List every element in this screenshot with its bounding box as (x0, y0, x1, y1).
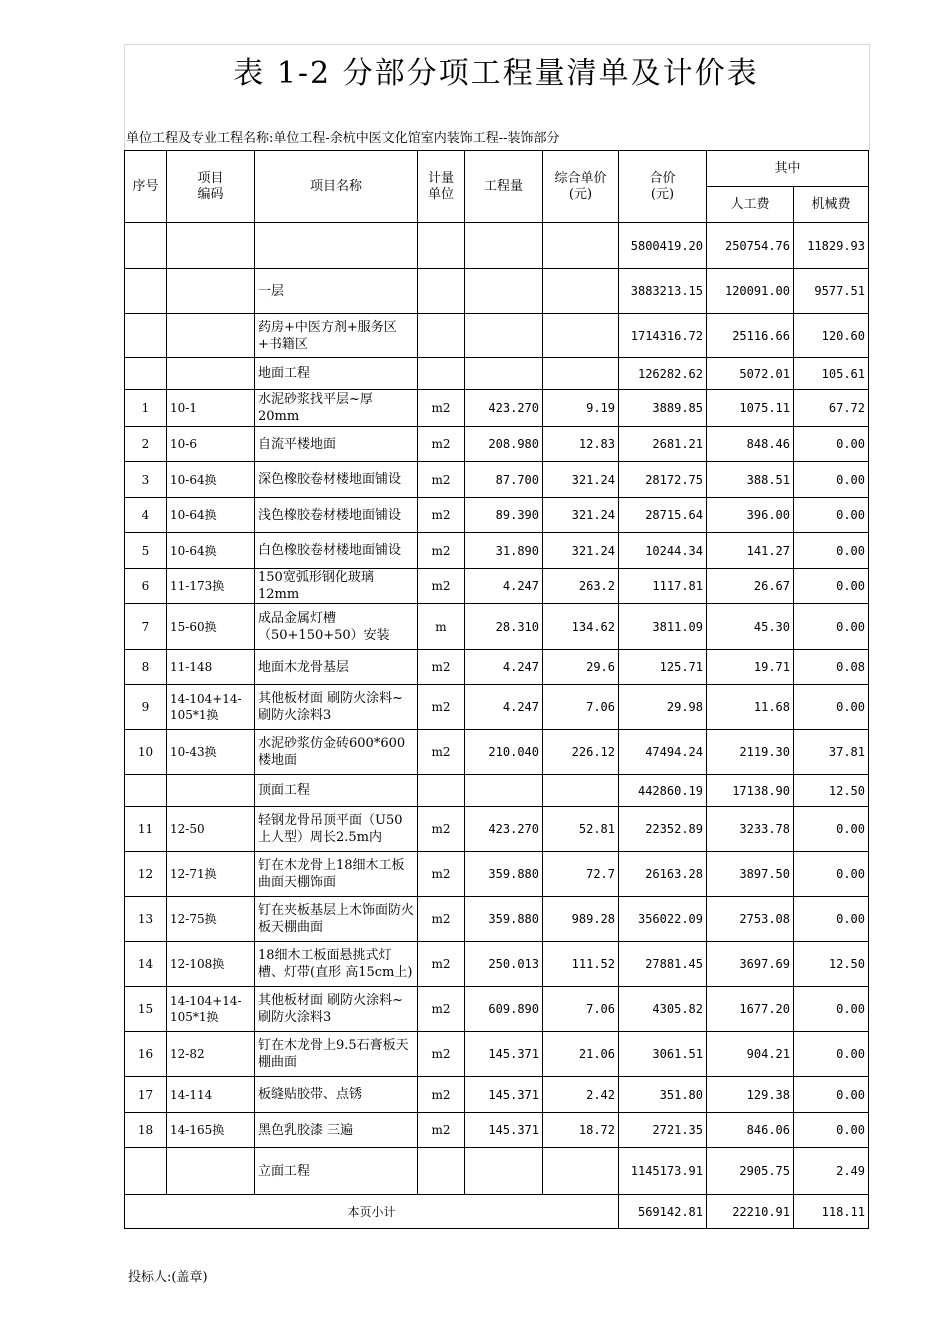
cell-labor: 5072.01 (707, 358, 794, 390)
cell-labor: 3233.78 (707, 807, 794, 852)
cell-code: 10-6 (167, 427, 255, 462)
table-row (125, 223, 869, 269)
cell-qty (465, 358, 543, 390)
cell-unit (418, 269, 465, 314)
cell-code: 12-82 (167, 1032, 255, 1077)
cell-qty: 4.247 (465, 650, 543, 685)
cell-code (167, 314, 255, 358)
cell-machine: 0.00 (794, 897, 869, 942)
header-qty: 工程量 (465, 151, 543, 223)
cell-price: 18.72 (543, 1113, 619, 1148)
cell-total: 4305.82 (619, 987, 707, 1032)
cell-seq (125, 775, 167, 807)
cell-price: 7.06 (543, 987, 619, 1032)
cell-price (543, 775, 619, 807)
table-row (125, 807, 869, 852)
cell-total: 26163.28 (619, 852, 707, 897)
page-title: 表 1-2 分部分项工程量清单及计价表 (233, 56, 759, 91)
cell-name: 其他板材面 刷防火涂料~刷防火涂料3 (255, 685, 418, 730)
cell-name: 地面木龙骨基层 (255, 650, 418, 685)
cell-unit: m2 (418, 390, 465, 427)
cell-seq: 14 (125, 942, 167, 987)
cell-qty (465, 1148, 543, 1195)
table-row (125, 604, 869, 650)
table-row (125, 462, 869, 498)
cell-seq: 9 (125, 685, 167, 730)
cell-labor: 904.21 (707, 1032, 794, 1077)
cell-labor: 26.67 (707, 569, 794, 604)
cell-price: 2.42 (543, 1077, 619, 1113)
cell-name: 成品金属灯槽（50+150+50）安装 (255, 604, 418, 650)
cell-unit: m2 (418, 852, 465, 897)
cell-seq: 16 (125, 1032, 167, 1077)
cell-code: 12-108换 (167, 942, 255, 987)
cell-qty (465, 269, 543, 314)
cell-seq: 13 (125, 897, 167, 942)
cell-qty: 423.270 (465, 390, 543, 427)
cell-price: 12.83 (543, 427, 619, 462)
cell-price: 21.06 (543, 1032, 619, 1077)
cell-machine: 0.00 (794, 462, 869, 498)
cell-name: 水泥砂浆仿金砖600*600楼地面 (255, 730, 418, 775)
cell-seq (125, 314, 167, 358)
cell-machine: 0.00 (794, 533, 869, 569)
cell-labor: 25116.66 (707, 314, 794, 358)
header-unit: 计量 单位 (418, 151, 465, 223)
header-machine: 机械费 (794, 187, 869, 223)
header-total: 合价 (元) (619, 151, 707, 223)
cell-unit: m2 (418, 498, 465, 533)
cell-labor: 17138.90 (707, 775, 794, 807)
cell-name: 一层 (255, 269, 418, 314)
cell-name: 药房+中医方剂+服务区+书籍区 (255, 314, 418, 358)
cell-seq: 7 (125, 604, 167, 650)
cell-machine: 120.60 (794, 314, 869, 358)
cell-seq: 15 (125, 987, 167, 1032)
cell-code (167, 1148, 255, 1195)
cell-unit: m2 (418, 462, 465, 498)
cell-name: 其他板材面 刷防火涂料~刷防火涂料3 (255, 987, 418, 1032)
subtotal-machine: 118.11 (794, 1195, 869, 1229)
cell-unit (418, 1148, 465, 1195)
cell-price: 321.24 (543, 498, 619, 533)
cell-seq: 4 (125, 498, 167, 533)
cell-machine: 2.49 (794, 1148, 869, 1195)
cell-labor: 11.68 (707, 685, 794, 730)
cell-price: 29.6 (543, 650, 619, 685)
table-row (125, 427, 869, 462)
table-row (125, 1032, 869, 1077)
cell-code (167, 358, 255, 390)
cell-labor: 1075.11 (707, 390, 794, 427)
cell-name: 钉在夹板基层上木饰面防火板天棚曲面 (255, 897, 418, 942)
cell-machine: 12.50 (794, 775, 869, 807)
table-row (125, 1077, 869, 1113)
cell-seq: 5 (125, 533, 167, 569)
cell-qty: 145.371 (465, 1113, 543, 1148)
cell-qty: 89.390 (465, 498, 543, 533)
cell-price: 226.12 (543, 730, 619, 775)
cell-code: 11-173换 (167, 569, 255, 604)
cell-machine: 0.00 (794, 987, 869, 1032)
header-seq: 序号 (125, 151, 167, 223)
bidder-seal-label: 投标人:(盖章) (128, 1270, 208, 1285)
table-row (125, 533, 869, 569)
project-subtitle: 单位工程及专业工程名称:单位工程-余杭中医文化馆室内装饰工程--装饰部分 (126, 131, 560, 146)
cell-code: 12-75换 (167, 897, 255, 942)
cell-labor: 2753.08 (707, 897, 794, 942)
cell-name: 顶面工程 (255, 775, 418, 807)
cell-code: 10-64换 (167, 462, 255, 498)
cell-total: 5800419.20 (619, 223, 707, 269)
cell-unit: m2 (418, 1032, 465, 1077)
cell-unit: m2 (418, 942, 465, 987)
cell-code: 10-43换 (167, 730, 255, 775)
cell-code: 10-64换 (167, 533, 255, 569)
header-name: 项目名称 (255, 151, 418, 223)
cell-machine: 0.00 (794, 1113, 869, 1148)
cell-name: 深色橡胶卷材楼地面铺设 (255, 462, 418, 498)
header-among: 其中 (707, 151, 869, 187)
table-body (125, 223, 869, 1195)
cell-code (167, 223, 255, 269)
cell-qty: 208.980 (465, 427, 543, 462)
cell-total: 1117.81 (619, 569, 707, 604)
cell-price (543, 269, 619, 314)
cell-code: 14-104+14-105*1换 (167, 685, 255, 730)
table-row (125, 358, 869, 390)
cell-total: 126282.62 (619, 358, 707, 390)
cell-name: 板缝贴胶带、点锈 (255, 1077, 418, 1113)
cell-unit: m2 (418, 987, 465, 1032)
cell-code: 14-165换 (167, 1113, 255, 1148)
cell-seq (125, 223, 167, 269)
subtotal-label: 本页小计 (125, 1195, 619, 1229)
cell-machine: 37.81 (794, 730, 869, 775)
cell-labor: 3697.69 (707, 942, 794, 987)
table-row (125, 498, 869, 533)
cell-labor: 141.27 (707, 533, 794, 569)
cell-unit: m2 (418, 533, 465, 569)
cell-qty: 28.310 (465, 604, 543, 650)
table-row (125, 390, 869, 427)
cell-machine: 9577.51 (794, 269, 869, 314)
cell-qty (465, 314, 543, 358)
cell-labor: 45.30 (707, 604, 794, 650)
cell-total: 351.80 (619, 1077, 707, 1113)
cell-code: 14-104+14-105*1换 (167, 987, 255, 1032)
cell-code: 12-50 (167, 807, 255, 852)
cell-labor: 129.38 (707, 1077, 794, 1113)
cell-name: 水泥砂浆找平层~厚20mm (255, 390, 418, 427)
header-code: 项目 编码 (167, 151, 255, 223)
cell-qty (465, 223, 543, 269)
cell-seq (125, 358, 167, 390)
cell-machine: 0.00 (794, 1032, 869, 1077)
cell-qty: 609.890 (465, 987, 543, 1032)
cell-total: 22352.89 (619, 807, 707, 852)
cell-unit: m2 (418, 897, 465, 942)
cell-code: 10-1 (167, 390, 255, 427)
cell-code: 11-148 (167, 650, 255, 685)
cell-machine: 67.72 (794, 390, 869, 427)
cell-machine: 0.00 (794, 852, 869, 897)
table-row (125, 987, 869, 1032)
subtotal-row (125, 1195, 869, 1229)
cell-labor: 120091.00 (707, 269, 794, 314)
cell-name: 钉在木龙骨上9.5石膏板天棚曲面 (255, 1032, 418, 1077)
cell-total: 2721.35 (619, 1113, 707, 1148)
header-price: 综合单价 (元) (543, 151, 619, 223)
cell-seq: 17 (125, 1077, 167, 1113)
table-row (125, 1113, 869, 1148)
cell-name: 地面工程 (255, 358, 418, 390)
subtotal-labor: 22210.91 (707, 1195, 794, 1229)
table-row (125, 775, 869, 807)
cell-unit: m2 (418, 569, 465, 604)
cell-qty: 359.880 (465, 897, 543, 942)
header-labor: 人工费 (707, 187, 794, 223)
cell-price (543, 358, 619, 390)
cell-code (167, 775, 255, 807)
cell-qty: 210.040 (465, 730, 543, 775)
cell-seq: 11 (125, 807, 167, 852)
cell-total: 3883213.15 (619, 269, 707, 314)
cell-qty: 145.371 (465, 1032, 543, 1077)
cell-seq: 3 (125, 462, 167, 498)
cell-qty: 4.247 (465, 569, 543, 604)
cell-labor: 848.46 (707, 427, 794, 462)
cell-name: 白色橡胶卷材楼地面铺设 (255, 533, 418, 569)
cell-code: 10-64换 (167, 498, 255, 533)
cell-machine: 11829.93 (794, 223, 869, 269)
table-row (125, 650, 869, 685)
cell-total: 3889.85 (619, 390, 707, 427)
cell-price: 321.24 (543, 462, 619, 498)
cell-unit: m2 (418, 685, 465, 730)
cell-code: 12-71换 (167, 852, 255, 897)
cell-unit (418, 775, 465, 807)
cell-seq: 2 (125, 427, 167, 462)
cell-machine: 0.00 (794, 569, 869, 604)
cell-unit (418, 314, 465, 358)
cell-total: 125.71 (619, 650, 707, 685)
cell-total: 356022.09 (619, 897, 707, 942)
table-row (125, 730, 869, 775)
cell-machine: 0.00 (794, 427, 869, 462)
cell-qty: 423.270 (465, 807, 543, 852)
cell-machine: 0.00 (794, 685, 869, 730)
cell-price: 72.7 (543, 852, 619, 897)
cell-unit: m2 (418, 1113, 465, 1148)
cell-machine: 0.00 (794, 807, 869, 852)
subtotal-total: 569142.81 (619, 1195, 707, 1229)
table-row (125, 897, 869, 942)
cell-name: 立面工程 (255, 1148, 418, 1195)
cell-machine: 0.08 (794, 650, 869, 685)
cell-unit: m2 (418, 427, 465, 462)
cell-unit (418, 223, 465, 269)
cell-machine: 12.50 (794, 942, 869, 987)
cell-price: 52.81 (543, 807, 619, 852)
cell-price: 989.28 (543, 897, 619, 942)
cell-price (543, 1148, 619, 1195)
cell-seq: 12 (125, 852, 167, 897)
table-row (125, 942, 869, 987)
table-row (125, 314, 869, 358)
cell-total: 3811.09 (619, 604, 707, 650)
cell-unit: m (418, 604, 465, 650)
table-row (125, 685, 869, 730)
cell-labor: 396.00 (707, 498, 794, 533)
cell-total: 10244.34 (619, 533, 707, 569)
cell-unit: m2 (418, 650, 465, 685)
cell-seq (125, 1148, 167, 1195)
cell-price: 134.62 (543, 604, 619, 650)
cell-qty: 4.247 (465, 685, 543, 730)
cell-labor: 250754.76 (707, 223, 794, 269)
cell-total: 27881.45 (619, 942, 707, 987)
cell-total: 442860.19 (619, 775, 707, 807)
cell-price: 321.24 (543, 533, 619, 569)
cell-price: 263.2 (543, 569, 619, 604)
cell-qty: 31.890 (465, 533, 543, 569)
cell-labor: 388.51 (707, 462, 794, 498)
cell-name: 钉在木龙骨上18细木工板曲面天棚饰面 (255, 852, 418, 897)
cell-name: 轻钢龙骨吊顶平面（U50上人型）周长2.5m内 (255, 807, 418, 852)
cell-seq: 6 (125, 569, 167, 604)
cell-total: 1714316.72 (619, 314, 707, 358)
cell-qty: 87.700 (465, 462, 543, 498)
cell-machine: 0.00 (794, 604, 869, 650)
cell-name: 自流平楼地面 (255, 427, 418, 462)
cell-unit: m2 (418, 730, 465, 775)
cell-qty: 359.880 (465, 852, 543, 897)
table-row (125, 852, 869, 897)
cell-price (543, 314, 619, 358)
cell-seq: 1 (125, 390, 167, 427)
cell-seq: 10 (125, 730, 167, 775)
table-row (125, 269, 869, 314)
cell-seq: 18 (125, 1113, 167, 1148)
cell-unit (418, 358, 465, 390)
cell-unit: m2 (418, 807, 465, 852)
cell-code (167, 269, 255, 314)
cell-total: 29.98 (619, 685, 707, 730)
cell-name (255, 223, 418, 269)
cell-name: 18细木工板面悬挑式灯槽、灯带(直形 高15cm上) (255, 942, 418, 987)
cell-code: 14-114 (167, 1077, 255, 1113)
cell-total: 3061.51 (619, 1032, 707, 1077)
cell-total: 28715.64 (619, 498, 707, 533)
cell-qty (465, 775, 543, 807)
cell-machine: 0.00 (794, 498, 869, 533)
cell-labor: 19.71 (707, 650, 794, 685)
cell-machine: 0.00 (794, 1077, 869, 1113)
cell-name: 浅色橡胶卷材楼地面铺设 (255, 498, 418, 533)
cell-code: 15-60换 (167, 604, 255, 650)
cell-price: 111.52 (543, 942, 619, 987)
cell-labor: 1677.20 (707, 987, 794, 1032)
bill-of-quantities-table (124, 150, 869, 1229)
cell-unit: m2 (418, 1077, 465, 1113)
cell-qty: 145.371 (465, 1077, 543, 1113)
cell-price: 9.19 (543, 390, 619, 427)
cell-total: 1145173.91 (619, 1148, 707, 1195)
cell-name: 黑色乳胶漆 三遍 (255, 1113, 418, 1148)
cell-machine: 105.61 (794, 358, 869, 390)
cell-price (543, 223, 619, 269)
table-row (125, 1148, 869, 1195)
cell-seq (125, 269, 167, 314)
cell-labor: 846.06 (707, 1113, 794, 1148)
cell-labor: 2905.75 (707, 1148, 794, 1195)
cell-total: 47494.24 (619, 730, 707, 775)
cell-labor: 2119.30 (707, 730, 794, 775)
table-row (125, 569, 869, 604)
cell-name: 150宽弧形钢化玻璃 12mm (255, 569, 418, 604)
cell-total: 2681.21 (619, 427, 707, 462)
cell-total: 28172.75 (619, 462, 707, 498)
cell-labor: 3897.50 (707, 852, 794, 897)
cell-qty: 250.013 (465, 942, 543, 987)
cell-seq: 8 (125, 650, 167, 685)
cell-price: 7.06 (543, 685, 619, 730)
